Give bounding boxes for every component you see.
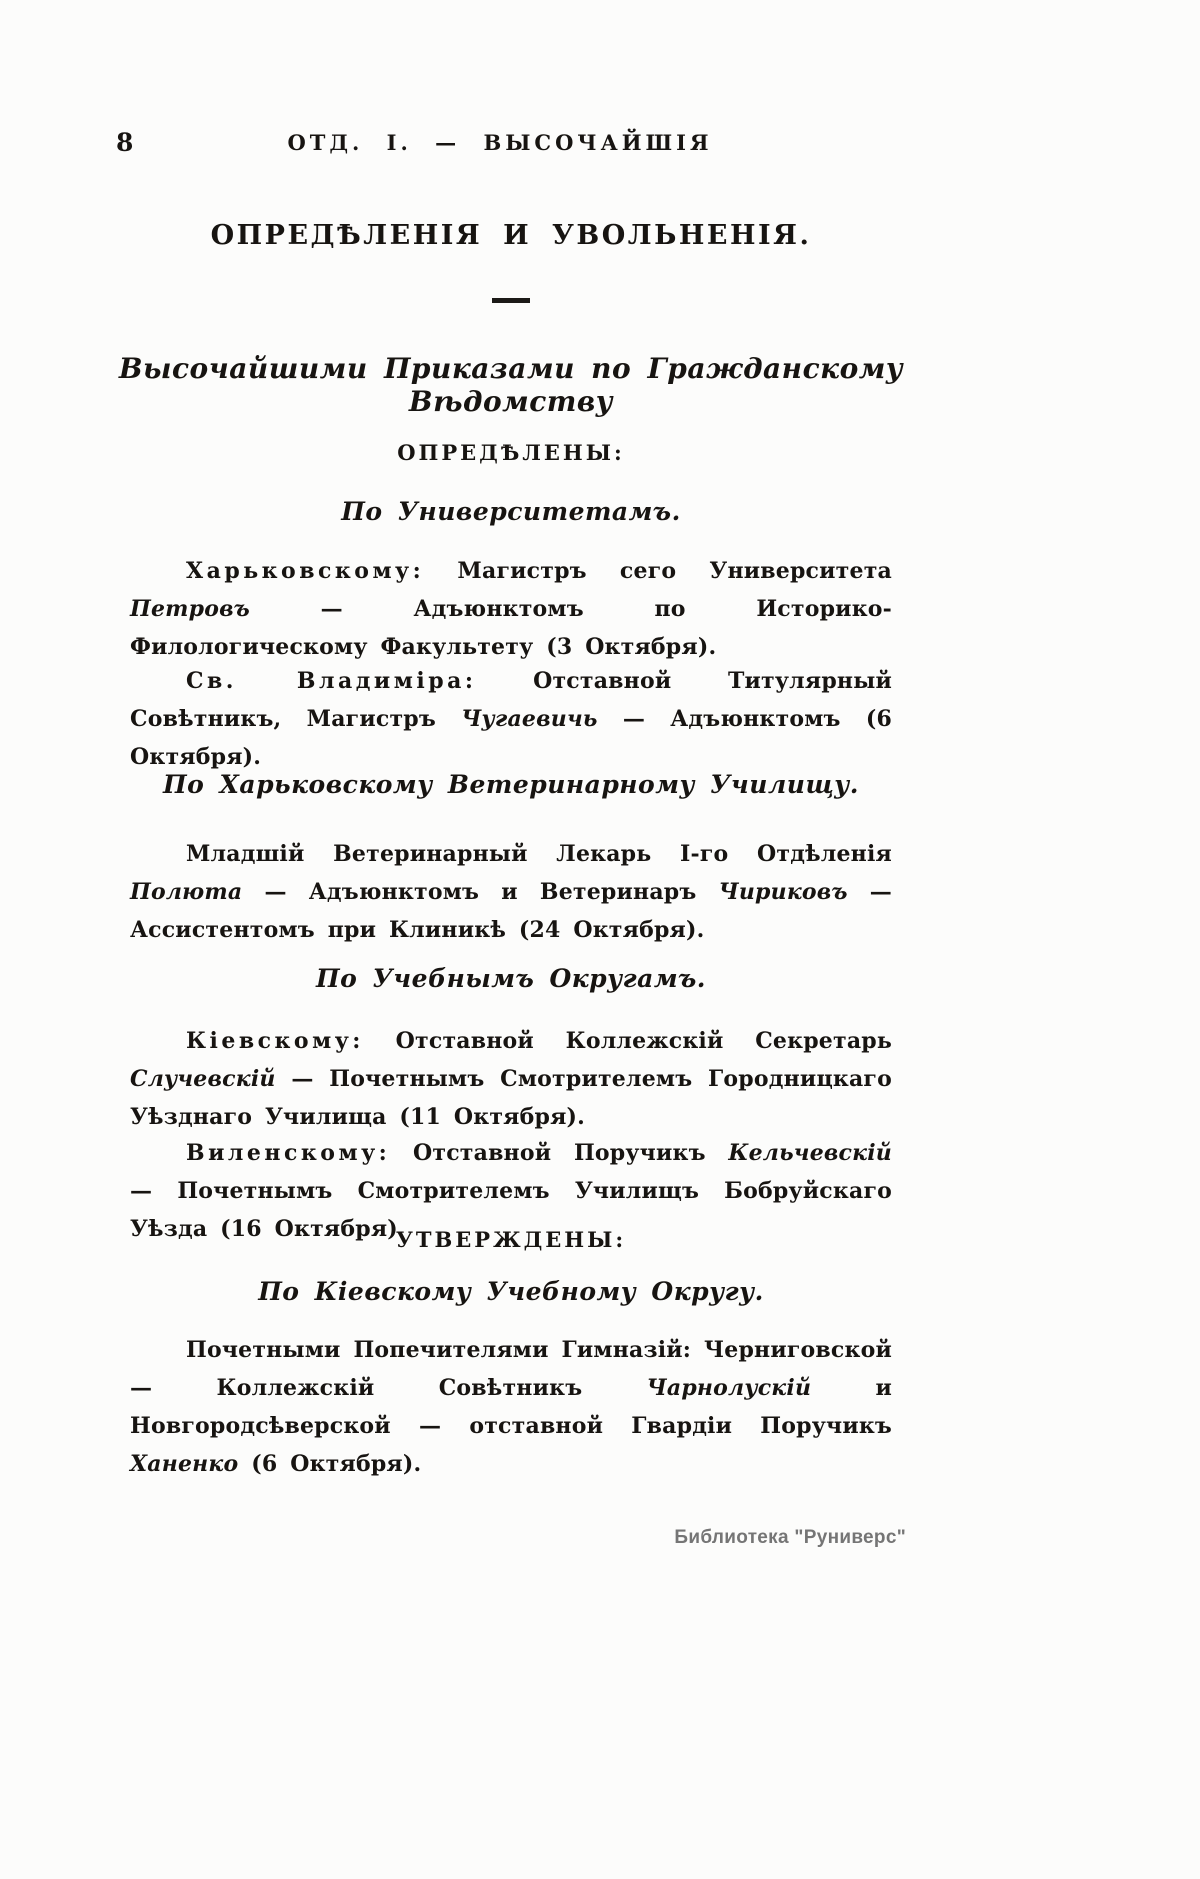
- confirmations-label: УТВЕРЖДЕНЫ:: [395, 1227, 627, 1252]
- library-watermark: Библиотека "Руниверс": [674, 1527, 906, 1548]
- paragraph-veterinary-school: Младшій Ветеринарный Лекарь I-го Отдѣленія Полюта — Адъюнктомъ и Ветеринаръ Чириковъ — Ассистентомъ при Клиникѣ (24 Октября).: [130, 841, 892, 943]
- kiev-district-heading: По Кіевскому Учебному Округу.: [258, 1277, 764, 1306]
- title-divider-rule: [492, 298, 530, 303]
- veterinary-school-heading: По Харьковскому Ветеринарному Училищу.: [163, 770, 859, 799]
- paragraph-vilna-district: Виленскому: Отставной Поручикъ Кельчевскій — Почетнымъ Смотрителемъ Училищъ Бобруйскаго Уѣзда (16 Октября): [130, 1140, 892, 1242]
- paragraph-kharkov-university: Харьковскому: Магистръ сего Университета Петровъ — Адъюнктомъ по Историко-Филологическому Факультету (3 Октября).: [130, 558, 892, 660]
- page-number: 8: [116, 128, 134, 157]
- running-header: ОТД. I. — ВЫСОЧАЙШІЯ: [287, 130, 713, 155]
- school-districts-heading: По Учебнымъ Округамъ.: [316, 964, 706, 993]
- paragraph-st-vladimir-university: Св. Владиміра: Отставной Титулярный Совѣтникъ, Магистръ Чугаевичь — Адъюнктомъ (6 Октября).: [130, 668, 892, 770]
- decree-source-heading: Высочайшими Приказами по Гражданскому Вѣдомству: [118, 352, 904, 418]
- document-title: ОПРЕДѢЛЕНІЯ И УВОЛЬНЕНІЯ.: [210, 220, 812, 251]
- paragraph-kiev-district: Кіевскому: Отставной Коллежскій Секретарь Случевскій — Почетнымъ Смотрителемъ Городницкаго Уѣзднаго Училища (11 Октября).: [130, 1028, 892, 1130]
- appointments-label: ОПРЕДѢЛЕНЫ:: [397, 440, 625, 465]
- universities-heading: По Университетамъ.: [341, 497, 681, 526]
- paragraph-gymnasium-trustees: Почетными Попечителями Гимназій: Черниговской — Коллежскій Совѣтникъ Чарнолускій и Новгородсѣверской — отставной Гвардіи Поручикъ Ханенко (6 Октября).: [130, 1337, 892, 1477]
